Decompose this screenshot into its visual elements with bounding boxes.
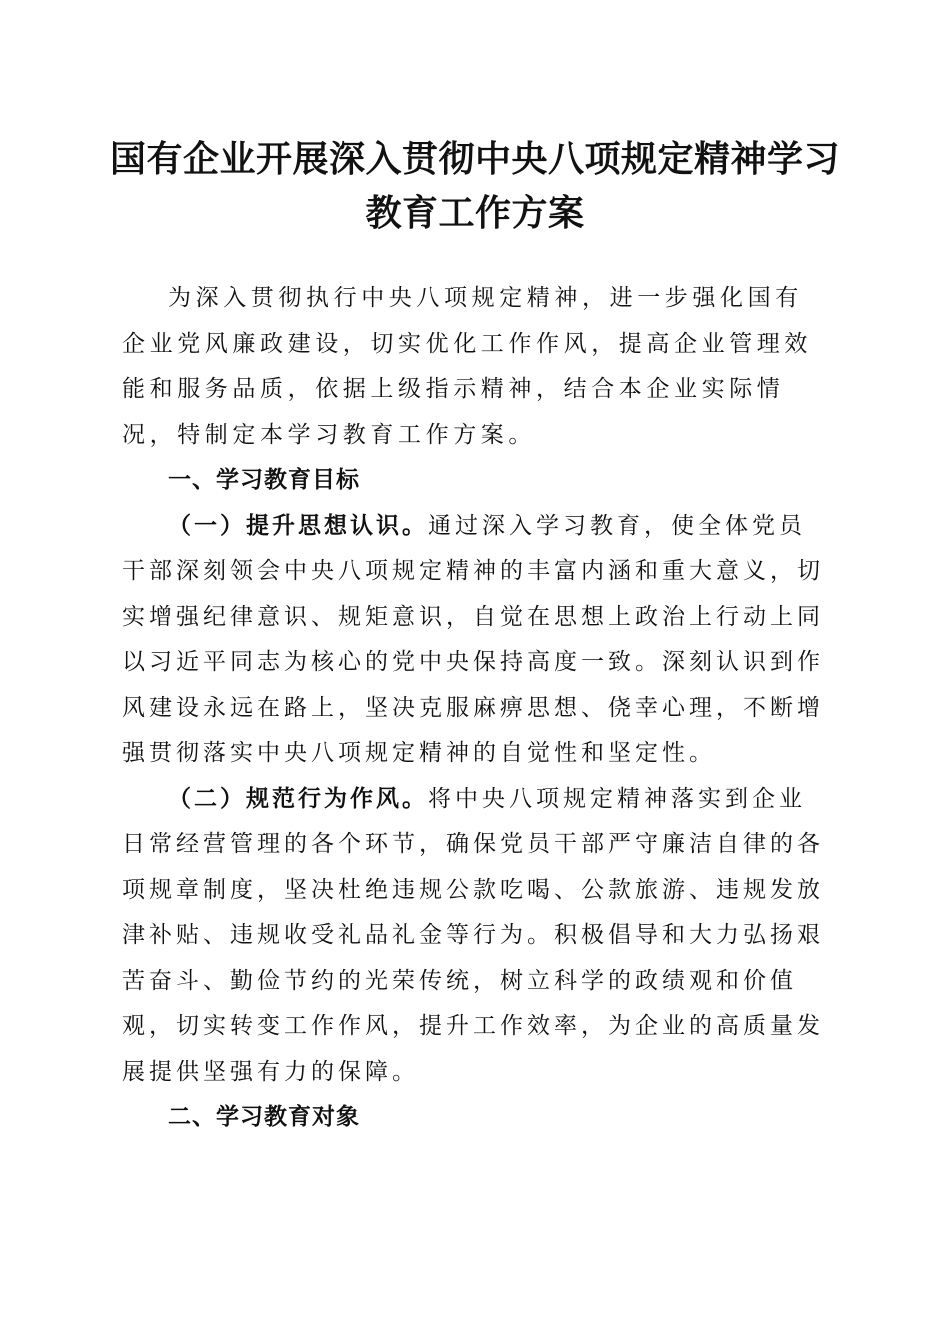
goal-item-2 — [122, 777, 828, 1096]
goal-item-1 — [122, 504, 828, 777]
goal-item-2-body: 将中央八项规定精神落实到企业日常经营管理的各个环节，确保党员干部严守廉洁自律的各项规章制度，坚决杜绝违规公款吃喝、公款旅游、违规发放津补贴、违规收受礼品礼金等行为。积极倡导和大力弘扬艰苦奋斗、勤俭节约的光荣传统，树立科学的政绩观和价值观，切实转变工作作风，提升工作效率，为企业的高质量发展提供坚强有力的保障。 — [122, 785, 824, 1085]
section-heading-audience: 二、学习教育对象 — [168, 1104, 360, 1130]
goal-item-1-lead: （一）提升思想认识。 — [168, 512, 428, 539]
goal-item-2-lead: （二）规范行为作风。 — [168, 785, 428, 812]
intro-paragraph: 为深入贯彻执行中央八项规定精神，进一步强化国有企业党风廉政建设，切实优化工作作风，提高企业管理效能和服务品质，依据上级指示精神，结合本企业实际情况，特制定本学习教育工作方案。 — [122, 285, 812, 448]
document-title — [100, 132, 850, 240]
section-heading-goals: 一、学习教育目标 — [168, 467, 360, 493]
document-title-line-2: 教育工作方案 — [365, 192, 585, 234]
document-title-line-1: 国有企业开展深入贯彻中央八项规定精神学习 — [109, 138, 840, 180]
document-body — [122, 276, 828, 1141]
goal-item-1-body: 通过深入学习教育，使全体党员干部深刻领会中央八项规定精神的丰富内涵和重大意义，切实增强纪律意识、规矩意识，自觉在思想上政治上行动上同以习近平同志为核心的党中央保持高度一致。深刻认识到作风建设永远在路上，坚决克服麻痹思想、侥幸心理，不断增强贯彻落实中央八项规定精神的自觉性和坚定性。 — [122, 512, 824, 766]
